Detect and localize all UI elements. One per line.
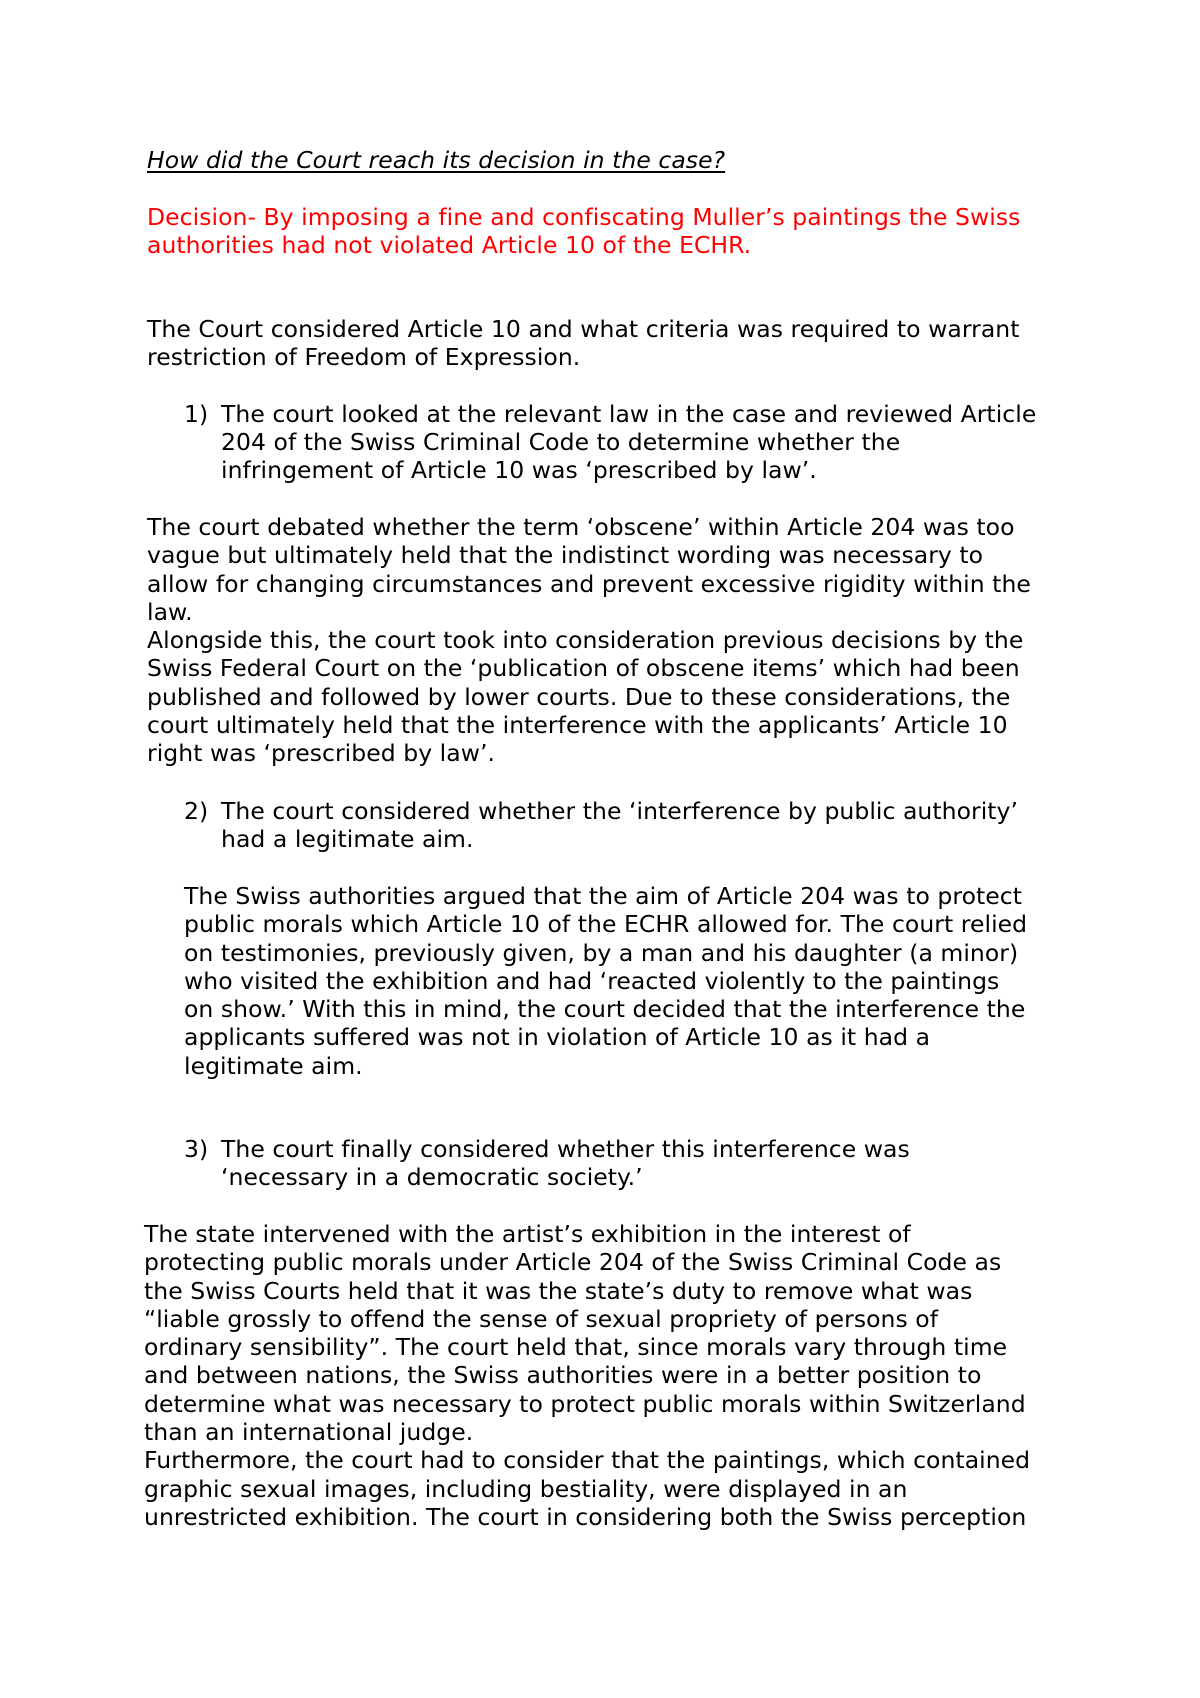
text-line: right was ‘prescribed by law’.: [147, 739, 496, 768]
item-text: The court looked at the relevant law in the case and reviewed Article: [221, 400, 1037, 428]
text-line: than an international judge.: [144, 1418, 474, 1447]
text-line: restriction of Freedom of Expression.: [147, 343, 581, 372]
text-line: and between nations, the Swiss authorities were in a better position to: [144, 1361, 982, 1390]
text-line: law.: [147, 597, 193, 626]
intro-paragraph: [147, 315, 1020, 372]
text-line: applicants suffered was not in violation of Article 10 as it had a: [184, 1023, 931, 1052]
decision-line: Decision- By imposing a fine and confiscating Muller’s paintings the Swiss: [147, 203, 1021, 231]
text-line: The Swiss authorities argued that the aim of Article 204 was to protect: [184, 882, 1023, 910]
text-line: legitimate aim.: [184, 1051, 363, 1080]
text-line: public morals which Article 10 of the ECHR allowed for. The court relied: [184, 910, 1028, 939]
text-line: ‘necessary in a democratic society.’: [221, 1163, 643, 1191]
text-line: published and followed by lower courts. Due to these considerations, the: [147, 682, 1011, 711]
text-line: vague but ultimately held that the indistinct wording was necessary to: [147, 541, 984, 570]
text-line: determine what was necessary to protect public morals within Switzerland: [144, 1389, 1026, 1418]
item-text: The court considered whether the ‘interference by public authority’: [221, 797, 1019, 825]
text-line: on show.’ With this in mind, the court decided that the interference the: [184, 995, 1026, 1024]
text-line: the Swiss Courts held that it was the state’s duty to remove what was: [144, 1276, 973, 1305]
text-line: unrestricted exhibition. The court in considering both the Swiss perception: [144, 1502, 1027, 1531]
text-line: Alongside this, the court took into consideration previous decisions by the: [147, 626, 1024, 655]
text-line: “liable grossly to offend the sense of sexual propriety of persons of: [144, 1304, 939, 1333]
text-line: 204 of the Swiss Criminal Code to determine whether the: [221, 428, 901, 456]
text-line: The state intervened with the artist’s exhibition in the interest of: [144, 1220, 911, 1248]
text-line: The Court considered Article 10 and what criteria was required to warrant: [147, 315, 1020, 343]
text-line: graphic sexual images, including bestiality, were displayed in an: [144, 1474, 908, 1503]
numbered-item-1: [184, 400, 1036, 428]
state-intervention-paragraph: [144, 1220, 1030, 1531]
decision-statement: [147, 203, 1020, 260]
decision-line: authorities had not violated Article 10 of the ECHR.: [147, 231, 752, 260]
numbered-item-2: [184, 797, 1018, 825]
numbered-item-3: [184, 1135, 910, 1163]
text-line: on testimonies, previously given, by a man and his daughter (a minor): [184, 938, 1019, 967]
item-number: 2): [184, 797, 209, 825]
text-line: who visited the exhibition and had ‘reacted violently to the paintings: [184, 966, 1000, 995]
text-line: The court debated whether the term ‘obscene’ within Article 204 was too: [147, 513, 1015, 541]
text-line: protecting public morals under Article 204 of the Swiss Criminal Code as: [144, 1248, 1002, 1277]
legitimate-aim-paragraph: [184, 882, 1027, 1080]
text-line: allow for changing circumstances and prevent excessive rigidity within the: [147, 569, 1031, 598]
text-line: ordinary sensibility”. The court held that, since morals vary through time: [144, 1333, 1008, 1362]
numbered-item-2-continuation: [221, 825, 474, 853]
numbered-item-1-continuation: [221, 428, 900, 485]
text-line: Furthermore, the court had to consider that the paintings, which contained: [144, 1446, 1031, 1475]
numbered-item-3-continuation: [221, 1163, 643, 1191]
obscene-term-paragraph: [147, 513, 1031, 768]
item-number: 1): [184, 400, 209, 428]
text-line: Swiss Federal Court on the ‘publication of obscene items’ which had been: [147, 654, 1020, 683]
item-text: The court finally considered whether this interference was: [221, 1135, 910, 1163]
text-line: had a legitimate aim.: [221, 825, 474, 853]
text-line: infringement of Article 10 was ‘prescribed by law’.: [221, 456, 817, 485]
section-question-heading: How did the Court reach its decision in the case?: [147, 146, 726, 174]
text-line: court ultimately held that the interference with the applicants’ Article 10: [147, 711, 1008, 740]
item-number: 3): [184, 1135, 209, 1163]
